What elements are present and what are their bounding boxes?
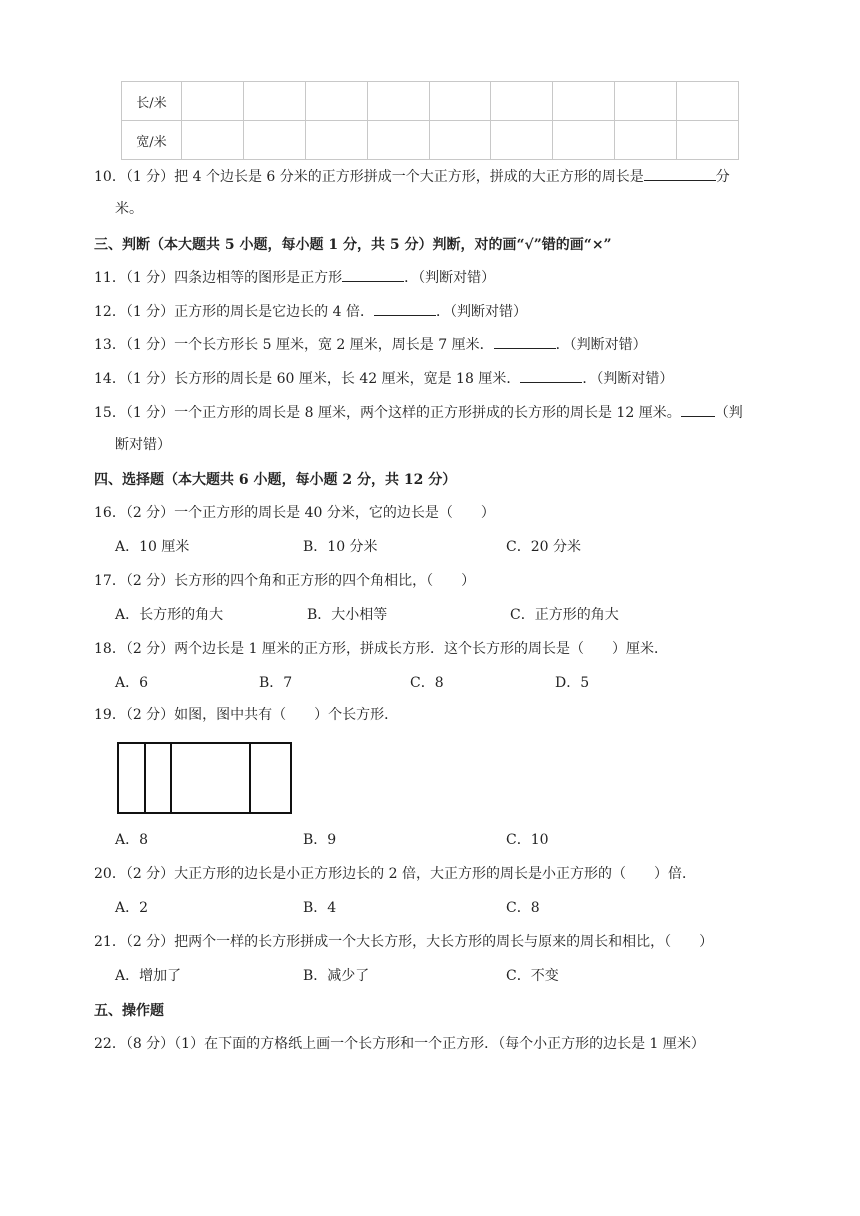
option-b[interactable]: B．大小相等 — [307, 607, 388, 623]
section-title-operation: 五、操作题 — [94, 1003, 164, 1019]
question-15-continuation: 断对错） — [115, 437, 171, 453]
question-12 — [94, 301, 527, 322]
table-cell — [553, 82, 615, 121]
table-cell — [553, 121, 615, 160]
section-title-choice: 四、选择题（本大题共 6 小题，每小题 2 分，共 12 分） — [94, 472, 457, 488]
question-13 — [94, 334, 647, 355]
question-16: 16．（2 分）一个正方形的周长是 40 分米，它的边长是（ ） — [94, 505, 495, 521]
option-a[interactable]: A．10 厘米 — [115, 539, 190, 555]
option-d[interactable]: D．5 — [555, 675, 590, 691]
table-cell — [305, 121, 367, 160]
table-row — [122, 121, 739, 160]
table-cell — [677, 82, 739, 121]
question-19: 19．（2 分）如图，图中共有（ ）个长方形． — [94, 707, 399, 723]
dimension-table — [121, 81, 739, 160]
option-b[interactable]: B．10 分米 — [303, 539, 378, 555]
table-row-label-length: 长/米 — [122, 82, 182, 121]
question-21: 21．（2 分）把两个一样的长方形拼成一个大长方形，大长方形的周长与原来的周长和相比，（ ） — [94, 934, 714, 950]
outer-rectangle — [118, 743, 291, 813]
answer-blank[interactable] — [374, 301, 436, 316]
table-cell — [615, 82, 677, 121]
table-cell — [243, 121, 305, 160]
question-text: 11．（1 分）四条边相等的图形是正方形 — [94, 270, 343, 286]
answer-blank[interactable] — [342, 267, 404, 282]
table-row-label-width: 宽/米 — [122, 121, 182, 160]
option-a[interactable]: A．6 — [115, 675, 149, 691]
section-title-judgement: 三、判断（本大题共 5 小题，每小题 1 分，共 5 分）判断，对的画“√”错的画“×” — [94, 237, 612, 253]
question-10 — [94, 166, 730, 187]
question-text-tail: ．（判断对错） — [404, 270, 496, 286]
option-c[interactable]: C．正方形的角大 — [510, 607, 619, 623]
table-cell — [491, 121, 553, 160]
question-10-continuation: 米。 — [115, 201, 143, 217]
rectangles-figure — [116, 740, 294, 816]
option-b[interactable]: B．9 — [303, 832, 337, 848]
table-row — [122, 82, 739, 121]
table-cell — [491, 82, 553, 121]
table-cell — [367, 121, 429, 160]
option-a[interactable]: A．2 — [115, 900, 149, 916]
table-cell — [243, 82, 305, 121]
option-c[interactable]: C．8 — [506, 900, 540, 916]
option-a[interactable]: A．8 — [115, 832, 149, 848]
option-b[interactable]: B．减少了 — [303, 968, 370, 984]
table-cell — [182, 82, 244, 121]
option-c[interactable]: C．10 — [506, 832, 549, 848]
question-20: 20．（2 分）大正方形的边长是小正方形边长的 2 倍，大正方形的周长是小正方形的（ ）倍． — [94, 866, 696, 882]
question-text-tail: ．（判断对错） — [435, 304, 527, 320]
question-text-tail: ．（判断对错） — [582, 371, 674, 387]
option-b[interactable]: B．4 — [303, 900, 337, 916]
option-c[interactable]: C．20 分米 — [506, 539, 581, 555]
question-text: 10．（1 分）把 4 个边长是 6 分米的正方形拼成一个大正方形，拼成的大正方形的周长是 — [94, 169, 644, 185]
table-cell — [182, 121, 244, 160]
option-a[interactable]: A．增加了 — [115, 968, 182, 984]
table-cell — [615, 121, 677, 160]
option-a[interactable]: A．长方形的角大 — [115, 607, 224, 623]
question-text: 15．（1 分）一个正方形的周长是 8 厘米，两个这样的正方形拼成的长方形的周长是 12 厘米。 — [94, 405, 681, 421]
question-17: 17．（2 分）长方形的四个角和正方形的四个角相比，（ ） — [94, 573, 476, 589]
table-cell — [305, 82, 367, 121]
table-cell — [367, 82, 429, 121]
answer-blank[interactable] — [520, 368, 582, 383]
question-15 — [94, 402, 743, 423]
table-cell — [677, 121, 739, 160]
question-14 — [94, 368, 673, 389]
question-text: 14．（1 分）长方形的周长是 60 厘米，长 42 厘米，宽是 18 厘米． — [94, 371, 521, 387]
option-c[interactable]: C．8 — [410, 675, 444, 691]
option-b[interactable]: B．7 — [259, 675, 293, 691]
question-text: 13．（1 分）一个长方形长 5 厘米，宽 2 厘米，周长是 7 厘米． — [94, 337, 494, 353]
question-22: 22．（8 分）（1）在下面的方格纸上画一个长方形和一个正方形．（每个小正方形的边长是 1 厘米） — [94, 1036, 705, 1052]
question-text-tail: 分 — [715, 169, 730, 185]
answer-blank[interactable] — [494, 334, 556, 349]
answer-blank[interactable] — [681, 402, 715, 417]
answer-blank[interactable] — [644, 166, 716, 181]
question-text-tail: ．（判断对错） — [555, 337, 647, 353]
question-11 — [94, 267, 495, 288]
question-18: 18．（2 分）两个边长是 1 厘米的正方形，拼成长方形．这个长方形的周长是（ ）厘米． — [94, 641, 668, 657]
table-cell — [429, 121, 491, 160]
question-text: 12．（1 分）正方形的周长是它边长的 4 倍． — [94, 304, 374, 320]
question-text-tail: （判 — [714, 405, 743, 421]
option-c[interactable]: C．不变 — [506, 968, 559, 984]
table-cell — [429, 82, 491, 121]
